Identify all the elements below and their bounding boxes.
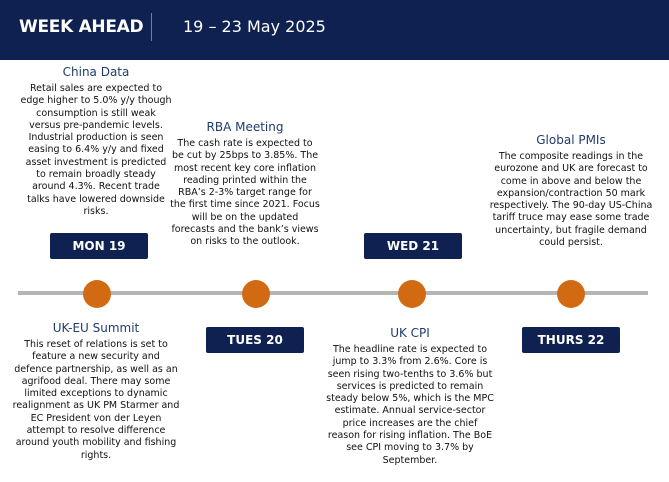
event-uk-cpi (326, 326, 494, 467)
day-label-mon: MON 19 (50, 233, 148, 259)
event-rba-meeting (170, 120, 320, 249)
day-label-thu: THURS 22 (522, 327, 620, 353)
event-title: Global PMIs (536, 133, 606, 147)
timeline-marker-wed (398, 280, 426, 308)
timeline-line (18, 291, 648, 295)
event-title: China Data (62, 65, 130, 79)
timeline-marker-thu (557, 280, 585, 308)
event-description: The headline rate is expected to jump to 3.3% from 2.6%. Core is seen rising two-tenths to 3.6% but services is predicted to remain steady below 5%, which is the MPC estimate. Annual service-sector price increases are the chief reason for rising inflation. The BoE see CPI moving to 3.7% by September. (326, 344, 494, 466)
timeline-marker-mon (83, 280, 111, 308)
event-uk-eu-summit (12, 321, 180, 462)
event-title: UK CPI (390, 326, 430, 340)
header-banner (0, 0, 669, 60)
event-title: UK-EU Summit (52, 321, 140, 335)
page-title: WEEK AHEAD (19, 17, 144, 37)
date-range: 19 – 23 May 2025 (183, 17, 326, 36)
event-description: The cash rate is expected to be cut by 25bps to 3.85%. The most recent key core inflation reading printed within the RBA’s 2-3% target range for the first time since 2021. Focus will be on the updated forecasts and the bank’s views on risks to the outlook. (170, 138, 320, 248)
header-divider (151, 13, 152, 41)
event-description: The composite readings in the eurozone and UK are forecast to come in above and below the expansion/contraction 50 mark respectively. The 90-day US-China tariff truce may ease some trade uncertainty, but fragile demand could persist. (489, 151, 653, 249)
event-description: Retail sales are expected to edge higher to 5.0% y/y though consumption is still weak versus pre-pandemic levels. Industrial production is seen easing to 6.4% y/y and fixed asset investment is predicted to remain broadly steady around 4.3%. Recent trade talks have lowered downside risks. (20, 83, 172, 217)
event-global-pmis (489, 133, 653, 249)
event-description: This reset of relations is set to feature a new security and defence partnership, as well as an agrifood deal. There may some limited exceptions to dynamic realignment as UK PM Starmer and EC President von der Leyen attempt to resolve difference around youth mobility and fishing rights. (12, 339, 180, 461)
day-label-wed: WED 21 (364, 233, 462, 259)
event-china-data (20, 65, 172, 218)
event-title: RBA Meeting (206, 120, 284, 134)
day-label-tue: TUES 20 (206, 327, 304, 353)
timeline-marker-tue (242, 280, 270, 308)
